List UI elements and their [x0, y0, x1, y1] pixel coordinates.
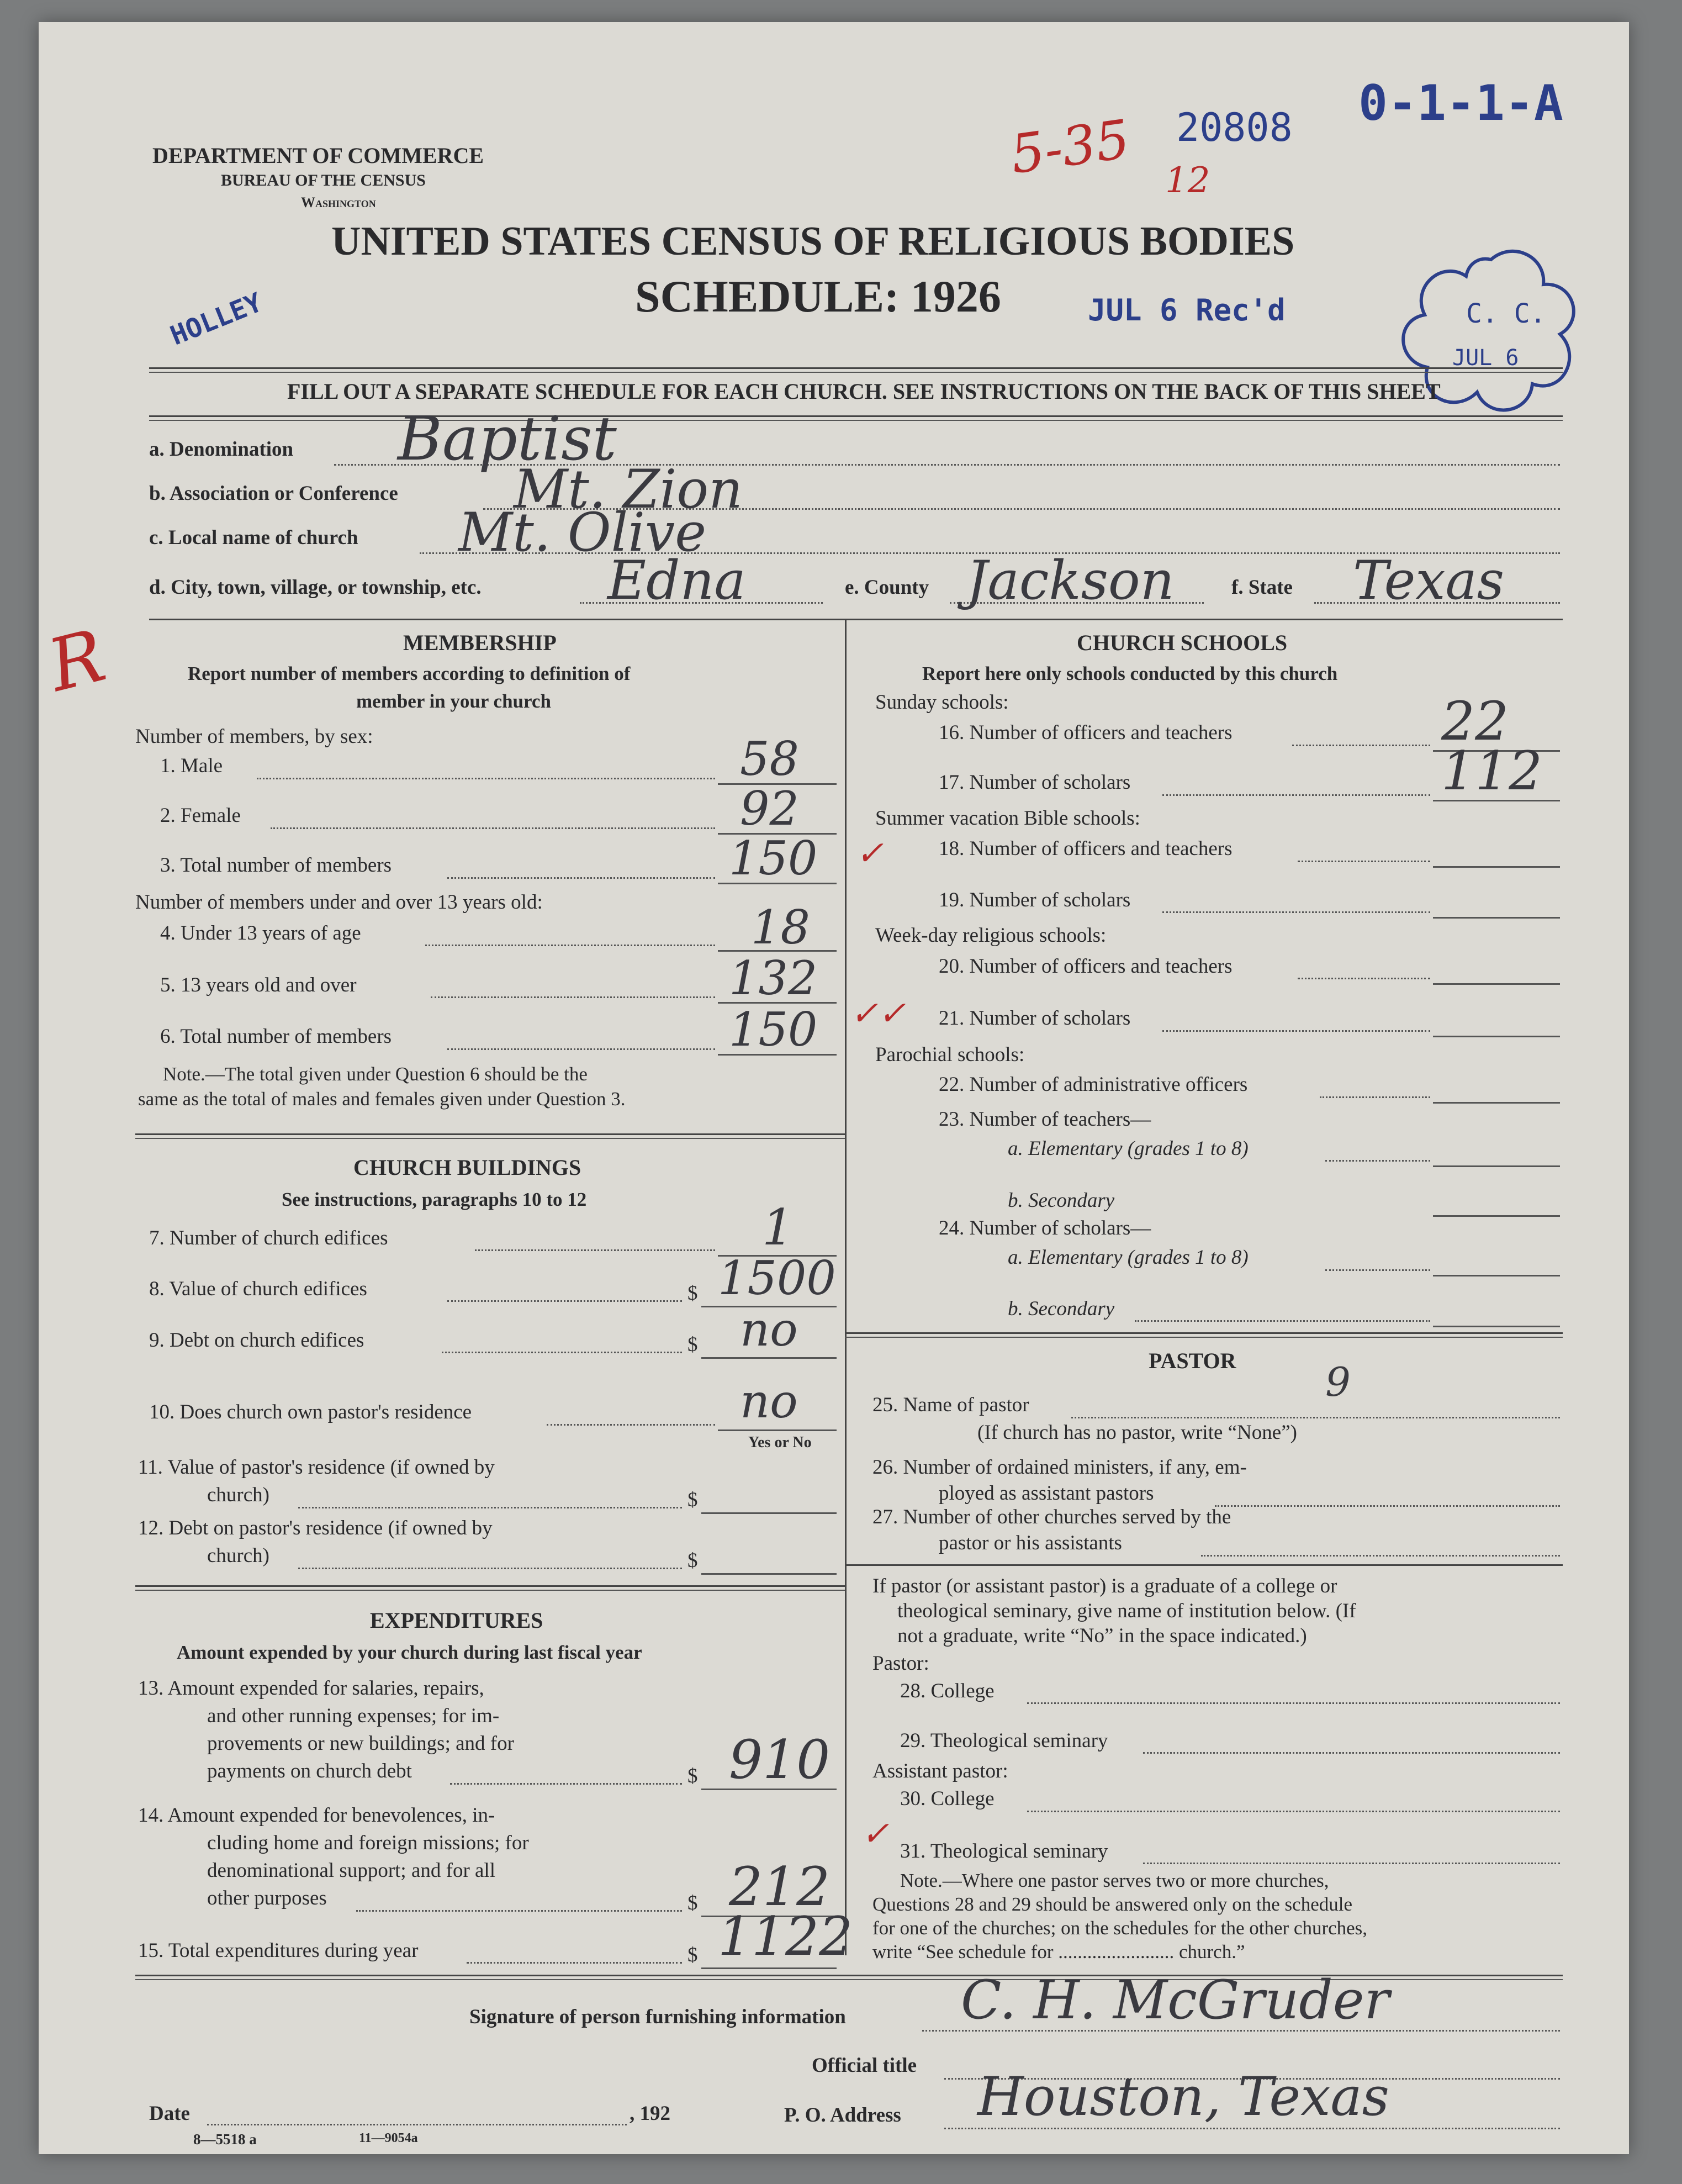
buildings-intro: See instructions, paragraphs 10 to 12 [282, 1189, 587, 1210]
q27-label-2: pastor or his assistants [939, 1532, 1122, 1554]
members-by-sex-label: Number of members, by sex: [135, 725, 373, 748]
q7-label: 7. Number of church edifices [149, 1227, 388, 1249]
summer-schools-label: Summer vacation Bible schools: [875, 807, 1140, 830]
q31-check-icon: ✓ [861, 1814, 890, 1853]
q23-label: 23. Number of teachers— [939, 1108, 1151, 1131]
expenditures-heading: EXPENDITURES [370, 1608, 543, 1633]
q29-label: 29. Theological seminary [900, 1729, 1108, 1752]
q13-label-4: payments on church debt [207, 1760, 412, 1782]
local-name-label: c. Local name of church [149, 526, 358, 549]
q23b-label: b. Secondary [1008, 1189, 1115, 1212]
q7-value: 1 [762, 1199, 794, 1257]
official-title-label: Official title [812, 2054, 917, 2077]
graduate-note-2: theological seminary, give name of institution below. (If [897, 1600, 1356, 1622]
q25-value: 9 [1325, 1359, 1351, 1405]
q17-value: 112 [1441, 740, 1543, 802]
q26-label-1: 26. Number of ordained ministers, if any, em- [872, 1456, 1247, 1479]
q14-dollar: $ [687, 1892, 698, 1914]
pastor-note-1: Note.—Where one pastor serves two or more churches, [900, 1870, 1329, 1891]
code-stamp: 0-1-1-A [1358, 75, 1563, 131]
q9-label: 9. Debt on church edifices [149, 1329, 364, 1352]
membership-note-2: same as the total of males and females given under Question 3. [138, 1088, 626, 1110]
schools-intro: Report here only schools conducted by this church [922, 663, 1338, 684]
q12-label-1: 12. Debt on pastor's residence (if owned by [138, 1517, 493, 1539]
q6-total-value: 150 [729, 1003, 818, 1057]
signature-label: Signature of person furnishing information [469, 2006, 846, 2028]
q10-value: no [740, 1374, 798, 1428]
form-title: UNITED STATES CENSUS OF RELIGIOUS BODIES [331, 219, 1295, 264]
pastor-note-4: write “See schedule for ........................ church.” [872, 1941, 1245, 1963]
sunday-schools-label: Sunday schools: [875, 691, 1009, 714]
po-address-label: P. O. Address [784, 2104, 901, 2127]
q2-female-label: 2. Female [160, 804, 241, 827]
county-label: e. County [845, 576, 929, 599]
bureau-label: BUREAU OF THE CENSUS [221, 171, 426, 189]
q2-female-value: 92 [740, 782, 799, 836]
q24-label: 24. Number of scholars— [939, 1217, 1151, 1239]
graduate-note-3: not a graduate, write “No” in the space indicated.) [897, 1624, 1307, 1647]
q11-dollar: $ [687, 1489, 698, 1511]
parochial-schools-label: Parochial schools: [875, 1043, 1025, 1066]
date-label: Date [149, 2102, 190, 2125]
state-value: Texas [1353, 550, 1505, 611]
q25-label: 25. Name of pastor [872, 1394, 1029, 1416]
q21-check-icon: ✓✓ [850, 994, 906, 1033]
q20-label: 20. Number of officers and teachers [939, 955, 1233, 978]
q27-label-1: 27. Number of other churches served by the [872, 1506, 1231, 1528]
q8-dollar: $ [687, 1282, 698, 1305]
q10-label: 10. Does church own pastor's residence [149, 1401, 472, 1423]
red-subnumber: 12 [1165, 160, 1210, 201]
cc-stamp-date: JUL 6 [1452, 345, 1519, 371]
q8-label: 8. Value of church edifices [149, 1278, 367, 1300]
red-r-mark: R [40, 613, 113, 708]
q22-label: 22. Number of administrative officers [939, 1073, 1248, 1096]
members-by-age-label: Number of members under and over 13 years old: [135, 891, 543, 914]
q1-male-label: 1. Male [160, 755, 223, 777]
county-value: Jackson [966, 550, 1175, 611]
q9-dollar: $ [687, 1333, 698, 1356]
q14-label-1: 14. Amount expended for benevolences, in- [138, 1804, 495, 1827]
q8-value: 1500 [718, 1251, 836, 1305]
q16-value: 22 [1441, 690, 1509, 752]
received-stamp: JUL 6 Rec'd [1088, 293, 1286, 328]
membership-intro-1: Report number of members according to definition of [188, 663, 631, 684]
schools-heading: CHURCH SCHOOLS [1077, 630, 1288, 655]
pastor-note-3: for one of the churches; on the schedules for the other churches, [872, 1917, 1368, 1939]
q18-check-icon: ✓ [856, 834, 884, 873]
holley-stamp: HOLLEY [166, 287, 267, 352]
pastor-heading: PASTOR [1149, 1348, 1236, 1373]
q11-label-2: church) [207, 1484, 269, 1506]
q5-over13-label: 5. 13 years old and over [160, 974, 357, 996]
instruction-band: FILL OUT A SEPARATE SCHEDULE FOR EACH CHURCH. SEE INSTRUCTIONS ON THE BACK OF THIS SHEET [287, 379, 1441, 404]
q14-value: 212 [729, 1856, 831, 1918]
q24a-label: a. Elementary (grades 1 to 8) [1008, 1246, 1249, 1269]
q4-under13-value: 18 [751, 900, 810, 954]
membership-heading: MEMBERSHIP [403, 630, 557, 655]
q3-total-label: 3. Total number of members [160, 854, 392, 877]
date-year: , 192 [630, 2102, 670, 2125]
q12-label-2: church) [207, 1544, 269, 1567]
q15-dollar: $ [687, 1944, 698, 1966]
q14-label-4: other purposes [207, 1887, 327, 1909]
red-number: 5-35 [1007, 108, 1134, 186]
q14-label-3: denominational support; and for all [207, 1859, 495, 1882]
city-value: Edna [607, 550, 746, 611]
pastor-sublabel: Pastor: [872, 1652, 929, 1675]
department-label: DEPARTMENT OF COMMERCE [152, 143, 484, 168]
q25-note: (If church has no pastor, write “None”) [977, 1421, 1297, 1444]
q18-label: 18. Number of officers and teachers [939, 837, 1233, 860]
census-form-sheet [39, 22, 1629, 2154]
q23a-label: a. Elementary (grades 1 to 8) [1008, 1137, 1249, 1160]
local-name-value: Mt. Olive [458, 502, 707, 563]
q15-label: 15. Total expenditures during year [138, 1939, 419, 1962]
q19-label: 19. Number of scholars [939, 889, 1131, 911]
q17-label: 17. Number of scholars [939, 771, 1131, 794]
membership-note-1: Note.—The total given under Question 6 should be the [163, 1063, 588, 1085]
q13-label-1: 13. Amount expended for salaries, repairs, [138, 1677, 484, 1700]
denomination-value: Baptist [398, 403, 617, 474]
q31-label: 31. Theological seminary [900, 1840, 1108, 1863]
expenditures-intro: Amount expended by your church during last fiscal year [177, 1642, 642, 1663]
q4-under13-label: 4. Under 13 years of age [160, 922, 361, 945]
q28-label: 28. College [900, 1680, 995, 1702]
state-label: f. State [1231, 576, 1293, 599]
city-label: Washington [301, 194, 376, 210]
q15-value: 1122 [718, 1906, 853, 1967]
q30-label: 30. College [900, 1787, 995, 1810]
q12-dollar: $ [687, 1549, 698, 1572]
q16-label: 16. Number of officers and teachers [939, 721, 1233, 744]
q13-label-3: provements or new buildings; and for [207, 1732, 514, 1755]
q24b-label: b. Secondary [1008, 1297, 1115, 1320]
q5-over13-value: 132 [729, 951, 818, 1005]
q9-value: no [740, 1302, 798, 1357]
yes-no-hint: Yes or No [748, 1434, 812, 1451]
pastor-note-2: Questions 28 and 29 should be answered only on the schedule [872, 1893, 1353, 1915]
q3-total-value: 150 [729, 831, 818, 885]
q13-dollar: $ [687, 1765, 698, 1787]
po-address-value: Houston, Texas [977, 2066, 1389, 2128]
form-number: 8—5518 a [193, 2131, 257, 2148]
q11-label-1: 11. Value of pastor's residence (if owned by [138, 1456, 495, 1479]
buildings-heading: CHURCH BUILDINGS [353, 1155, 581, 1180]
q1-male-value: 58 [740, 732, 799, 786]
schedule-title: SCHEDULE: 1926 [635, 271, 1001, 321]
graduate-note-1: If pastor (or assistant pastor) is a graduate of a college or [872, 1575, 1337, 1597]
association-value: Mt. Zion [514, 458, 743, 520]
assistant-pastor-sublabel: Assistant pastor: [872, 1760, 1008, 1782]
q21-label: 21. Number of scholars [939, 1007, 1131, 1030]
city-town-label: d. City, town, village, or township, etc. [149, 576, 482, 599]
q13-value: 910 [729, 1729, 831, 1791]
membership-intro-2: member in your church [356, 690, 551, 712]
weekday-schools-label: Week-day religious schools: [875, 924, 1107, 947]
q13-label-2: and other running expenses; for im- [207, 1705, 500, 1727]
denomination-label: a. Denomination [149, 438, 294, 461]
cc-stamp-text: C. C. [1466, 298, 1546, 329]
serial-stamp: 20808 [1176, 105, 1293, 150]
signature-value: C. H. McGruder [961, 1969, 1390, 2031]
association-label: b. Association or Conference [149, 482, 398, 505]
q26-label-2: ployed as assistant pastors [939, 1482, 1154, 1505]
q14-label-2: cluding home and foreign missions; for [207, 1832, 529, 1854]
print-number: 11—9054a [359, 2131, 418, 2145]
q6-total-label: 6. Total number of members [160, 1025, 392, 1048]
